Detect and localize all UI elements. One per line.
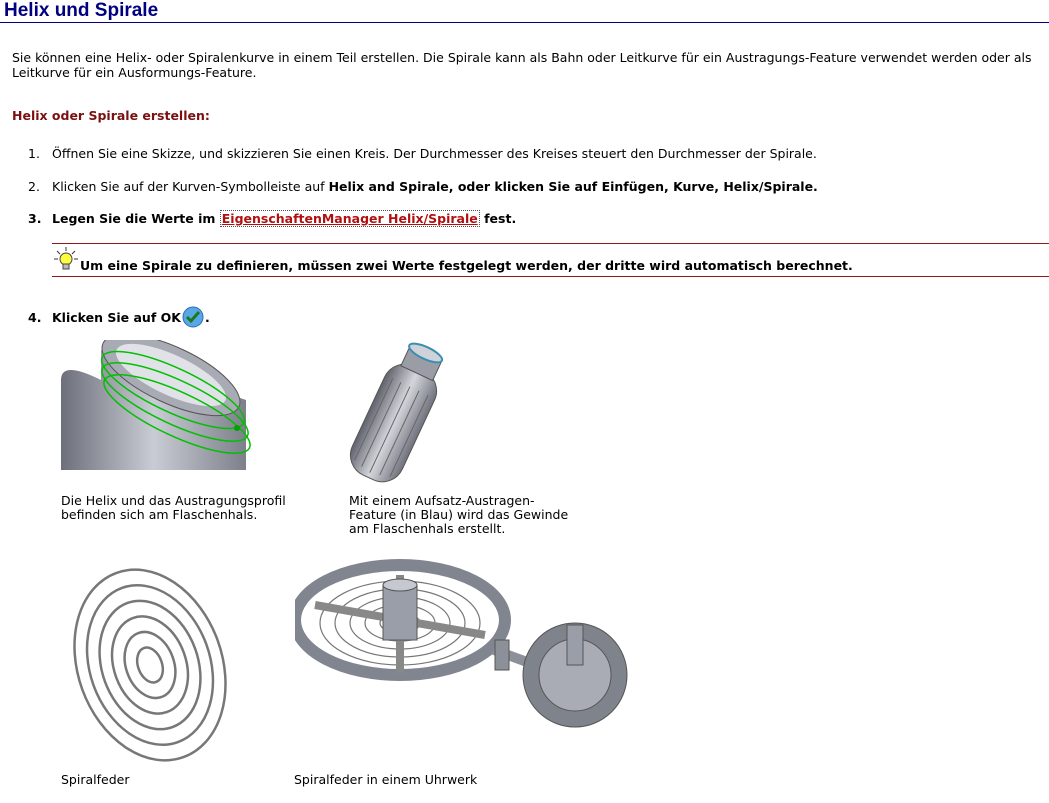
ok-checkmark-icon bbox=[181, 306, 205, 331]
title-divider bbox=[0, 22, 1049, 23]
note-text: Um eine Spirale zu definieren, müssen zwei Werte festgelegt werden, der dritte wird automatisch berechnet. bbox=[80, 258, 853, 273]
spiral-spring-image bbox=[60, 560, 240, 773]
step-text: Öffnen Sie eine Skizze, und skizzieren Sie einen Kreis. Der Durchmesser des Kreises steuert den Durchmesser der Spirale. bbox=[52, 146, 817, 161]
figure-caption: Spiralfeder in einem Uhrwerk bbox=[294, 772, 478, 787]
step-text: Klicken Sie auf OK bbox=[52, 310, 181, 325]
lightbulb-icon bbox=[54, 247, 78, 276]
bottle-helix-image bbox=[61, 340, 251, 473]
caption-line: Die Helix und das Austragungsprofil bbox=[61, 493, 286, 508]
step-number: 2. bbox=[28, 179, 40, 194]
step-text: Legen Sie die Werte im bbox=[52, 211, 220, 226]
intro-paragraph: Sie können eine Helix- oder Spiralenkurve in einem Teil erstellen. Die Spirale kann als Bahn oder Leitkurve für ein Austragungs-Feature verwendet werden oder als Leitkurve für ein Ausformungs-Feature. bbox=[12, 50, 1032, 80]
step-number: 3. bbox=[28, 211, 42, 226]
section-heading: Helix oder Spirale erstellen: bbox=[12, 108, 210, 123]
step-text: . bbox=[204, 310, 210, 325]
note-box bbox=[52, 243, 1049, 277]
caption-line: befinden sich am Flaschenhals. bbox=[61, 507, 258, 522]
caption-line: Mit einem Aufsatz-Austragen- bbox=[349, 493, 535, 508]
bottle-image bbox=[345, 340, 455, 493]
figure-caption bbox=[349, 494, 568, 536]
step-text-bold: Helix and Spirale, oder klicken Sie auf Einfügen, Kurve, Helix/Spirale. bbox=[328, 179, 818, 194]
step-number: 4. bbox=[28, 310, 42, 325]
property-manager-link[interactable]: EigenschaftenManager Helix/Spirale bbox=[221, 211, 478, 226]
page-title: Helix und Spirale bbox=[4, 0, 159, 21]
step-1 bbox=[28, 146, 817, 161]
step-3 bbox=[28, 211, 516, 226]
step-text: Klicken Sie auf der Kurven-Symbolleiste auf bbox=[52, 179, 329, 194]
step-2 bbox=[28, 179, 818, 194]
clockwork-image bbox=[295, 555, 635, 748]
step-4 bbox=[28, 306, 210, 331]
step-text: fest. bbox=[479, 211, 517, 226]
figure-caption: Spiralfeder bbox=[61, 772, 130, 787]
step-number: 1. bbox=[28, 146, 40, 161]
figure-caption bbox=[61, 494, 286, 522]
caption-line: am Flaschenhals erstellt. bbox=[349, 521, 506, 536]
caption-line: Feature (in Blau) wird das Gewinde bbox=[349, 507, 569, 522]
